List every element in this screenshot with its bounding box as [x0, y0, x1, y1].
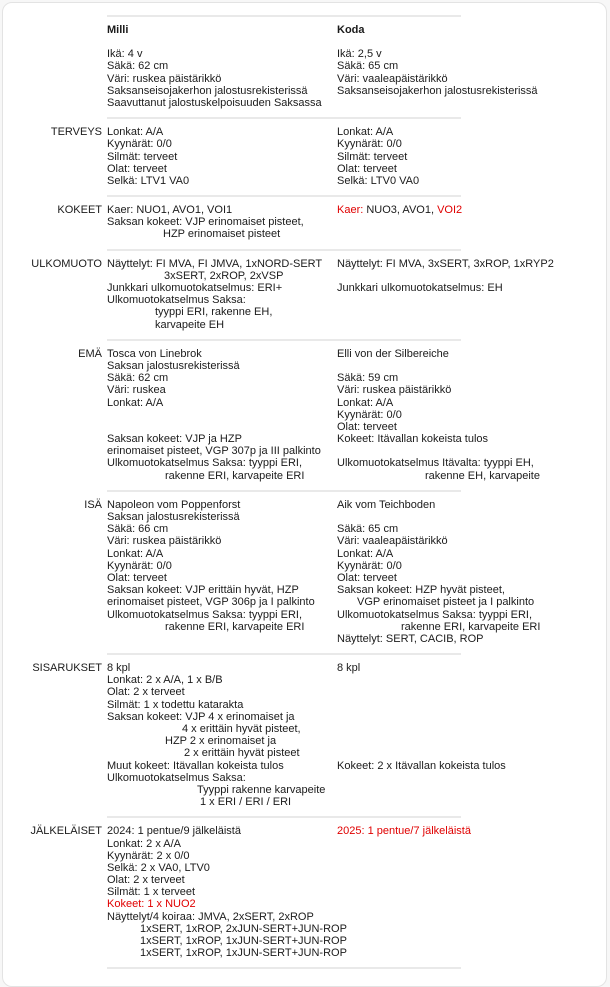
text-line: Ulkomuotokatselmus Itävalta: tyyppi EH, — [337, 457, 534, 470]
section-divider — [107, 195, 461, 197]
text-line: Selkä: LTV0 VA0 — [337, 174, 420, 187]
text-line: Kaer: NUO1, AVO1, VOI1 — [107, 204, 233, 217]
section-divider — [107, 339, 461, 341]
dog1-cell — [107, 48, 337, 109]
text-line: Kyynärät: 0/0 — [337, 408, 402, 421]
dog1-cell — [107, 126, 337, 187]
text-line: Saksan jalostusrekisterissä — [107, 511, 240, 523]
text-line: Silmät: terveet — [337, 150, 408, 163]
text-line — [107, 421, 337, 433]
text-line: Napoleon vom Poppenforst — [107, 498, 241, 511]
dog1-cell — [107, 348, 337, 482]
text-line: Lonkat: 2 x A/A — [107, 837, 181, 850]
text-line: Lonkat: A/A — [337, 396, 394, 409]
text-line: Saksan kokeet: VJP erittäin hyvät, HZP — [107, 584, 299, 597]
text-line: Ulkomuotokatselmus Saksa: — [107, 294, 246, 307]
section-label — [3, 48, 107, 60]
text-line — [337, 674, 606, 686]
text-line: Kyynärät: 2 x 0/0 — [107, 849, 190, 862]
text-line: Näyttelyt: FI MVA, FI JMVA, 1xNORD-SERT — [107, 257, 323, 270]
section-ulkomuoto — [3, 258, 606, 331]
section-terveys — [3, 126, 606, 187]
text-line — [337, 360, 606, 372]
dog2-cell — [337, 258, 606, 331]
text-line: Olat: terveet — [107, 162, 167, 175]
text-line: Tyyppi rakenne karvapeite — [197, 783, 326, 796]
dog2-cell — [337, 48, 606, 109]
text-line: Lonkat: 2 x A/A, 1 x B/B — [107, 674, 223, 687]
text-line: Ikä: 2,5 v — [337, 48, 382, 61]
text-line — [337, 204, 606, 216]
text-line: Kyynärät: 0/0 — [107, 559, 172, 572]
text-line: Olat: terveet — [337, 420, 397, 433]
text-line: 2024: 1 pentue/9 jälkeläistä — [107, 825, 241, 838]
dog2-name-header: Koda — [337, 24, 365, 36]
text-line: 4 x erittäin hyvät pisteet, — [182, 723, 301, 735]
text-line: Kyynärät: 0/0 — [337, 559, 402, 572]
text-line: Ulkomuotokatselmus Saksa: tyyppi ERI, — [107, 457, 303, 470]
text-line: 2025: 1 pentue/7 jälkeläistä — [337, 825, 471, 838]
text-line: Selkä: LTV1 VA0 — [107, 174, 190, 187]
text-line: Muut kokeet: Itävallan kokeista tulos — [107, 759, 284, 772]
text-line: Lonkat: A/A — [107, 396, 164, 409]
text-line — [337, 699, 606, 711]
text-line: Säkä: 62 cm — [107, 60, 169, 73]
text-line: Elli von der Silbereiche — [337, 347, 449, 360]
text-line: Saksan kokeet: HZP hyvät pisteet, — [337, 584, 505, 597]
text-line: Näyttelyt/4 koiraa: JMVA, 2xSERT, 2xROP — [107, 910, 314, 923]
text-line: Aik vom Teichboden — [337, 498, 436, 511]
section-label: ULKOMUOTO — [31, 257, 102, 270]
text-line — [337, 747, 606, 759]
section-divider — [107, 490, 461, 492]
section-jälkeläiset — [3, 825, 606, 959]
text-line: HZP erinomaiset pisteet — [163, 228, 281, 241]
bottom-divider — [107, 967, 461, 969]
section-kokeet — [3, 204, 606, 241]
section-label: ISÄ — [84, 498, 102, 511]
text-line: Näyttelyt: SERT, CACIB, ROP — [337, 632, 484, 645]
dog1-cell — [107, 662, 337, 808]
section-label: EMÄ — [78, 347, 102, 360]
text-line: Ulkomuotokatselmus Saksa: tyyppi ERI, — [107, 608, 303, 621]
text-line: Väri: ruskea päistärikkö — [107, 72, 222, 85]
text-segment: VOI2 — [437, 204, 463, 217]
comparison-card — [2, 2, 607, 987]
text-line: Junkkari ulkomuotokatselmus: ERI+ — [107, 282, 283, 294]
dog2-cell — [337, 348, 606, 482]
dog1-cell — [107, 499, 337, 645]
text-line: 2 x erittäin hyvät pisteet — [184, 747, 300, 760]
section-label: JÄLKELÄISET — [30, 825, 102, 838]
text-line: Lonkat: A/A — [337, 126, 394, 139]
section-divider — [107, 653, 461, 655]
text-line: Saksan kokeet: VJP 4 x erinomaiset ja — [107, 710, 295, 723]
text-line: Saksanseisojakerhon jalostusrekisterissä — [337, 84, 538, 97]
text-line — [107, 409, 337, 421]
dog1-cell — [107, 204, 337, 241]
dog1-cell — [107, 258, 337, 331]
text-line: rakenne ERI, karvapeite ERI — [401, 620, 541, 633]
text-line: Olat: 2 x terveet — [107, 874, 185, 887]
section-isä — [3, 499, 606, 645]
text-line: VGP erinomaiset pisteet ja I palkinto — [357, 596, 535, 609]
top-divider — [107, 15, 461, 17]
text-line: Saavuttanut jalostuskelpoisuuden Saksassa — [107, 96, 322, 109]
text-line: Ulkomuotokatselmus Saksa: — [107, 771, 246, 784]
text-line: 1xSERT, 1xROP, 1xJUN-SERT+JUN-ROP — [140, 947, 347, 960]
text-line: Kyynärät: 0/0 — [337, 138, 402, 151]
text-line: Säkä: 65 cm — [337, 60, 399, 73]
section-label: TERVEYS — [50, 126, 102, 139]
dog1-name-header: Milli — [107, 24, 129, 36]
text-line: Saksan kokeet: VJP erinomaiset pisteet, — [107, 216, 304, 229]
text-line: Junkkari ulkomuotokatselmus: EH — [337, 282, 503, 294]
text-line: Väri: ruskea päistärikkö — [337, 384, 452, 397]
text-line: HZP 2 x erinomaiset ja — [165, 735, 277, 748]
text-line: karvapeite EH — [155, 318, 225, 331]
text-line: Väri: ruskea — [107, 384, 166, 397]
section-emä — [3, 348, 606, 482]
text-line: Olat: 2 x terveet — [107, 686, 185, 699]
column-header-row — [3, 24, 606, 36]
dog2-cell — [337, 204, 606, 241]
text-line: Lonkat: A/A — [107, 547, 164, 560]
section-sisarukset — [3, 662, 606, 808]
text-line: Saksanseisojakerhon jalostusrekisterissä — [107, 84, 308, 97]
text-line: Silmät: terveet — [107, 150, 178, 163]
text-line: Olat: terveet — [337, 162, 397, 175]
text-line: Väri: vaaleapäistärikkö — [337, 535, 448, 548]
text-line: 8 kpl — [107, 662, 131, 675]
text-line: Ikä: 4 v — [107, 48, 143, 61]
section-label: KOKEET — [57, 204, 102, 217]
text-line: Silmät: 1 x todettu katarakta — [107, 698, 244, 711]
section-label: SISARUKSET — [32, 662, 102, 675]
text-line: Säkä: 65 cm — [337, 523, 399, 536]
text-line: Väri: vaaleapäistärikkö — [337, 72, 448, 85]
section-divider — [107, 249, 461, 251]
text-line — [337, 445, 606, 457]
text-line — [337, 723, 606, 735]
section-intro — [3, 48, 606, 109]
text-line: Säkä: 66 cm — [107, 523, 169, 536]
header-label-spacer — [3, 24, 107, 36]
text-line: 1xSERT, 1xROP, 2xJUN-SERT+JUN-ROP — [140, 922, 347, 935]
text-line: Silmät: 1 x terveet — [107, 886, 196, 899]
text-line: Kokeet: 2 x Itävallan kokeista tulos — [337, 759, 506, 772]
text-line: Saksan jalostusrekisterissä — [107, 359, 240, 372]
text-line: Lonkat: A/A — [337, 547, 394, 560]
section-divider — [107, 117, 461, 119]
text-line: 1xSERT, 1xROP, 1xJUN-SERT+JUN-ROP — [140, 935, 347, 947]
text-line — [337, 735, 606, 747]
text-line: Saksan kokeet: VJP ja HZP — [107, 433, 242, 446]
section-divider — [107, 816, 461, 818]
text-line: Kyynärät: 0/0 — [107, 138, 172, 151]
text-line: 3xSERT, 2xROP, 2xVSP — [164, 269, 284, 282]
text-line: tyyppi ERI, rakenne EH, — [155, 306, 273, 319]
text-line: Tosca von Linebrok — [107, 347, 202, 360]
text-line: Väri: ruskea päistärikkö — [107, 535, 222, 548]
text-line: rakenne ERI, karvapeite ERI — [165, 620, 305, 633]
dog1-cell — [107, 825, 347, 960]
text-line: Olat: terveet — [107, 571, 167, 584]
text-line: erinomaiset pisteet, VGP 306p ja I palkinto — [107, 596, 315, 609]
text-segment: NUO3, AVO1, — [366, 204, 438, 217]
text-line — [337, 270, 606, 282]
dog2-cell — [337, 126, 606, 187]
text-line: Selkä: 2 x VA0, LTV0 — [107, 861, 210, 874]
dog2-cell — [337, 662, 606, 808]
text-line: erinomaiset pisteet, VGP 307p ja III palkinto — [107, 445, 321, 458]
text-line: Näyttelyt: FI MVA, 3xSERT, 3xROP, 1xRYP2 — [337, 257, 554, 270]
text-segment: Kaer: — [337, 204, 367, 217]
text-line: rakenne ERI, karvapeite ERI — [165, 469, 305, 482]
text-line: Säkä: 59 cm — [337, 372, 399, 385]
text-line: Lonkat: A/A — [107, 126, 164, 139]
text-line: Ulkomuotokatselmus Saksa: tyyppi ERI, — [337, 608, 533, 621]
text-line: 1 x ERI / ERI / ERI — [200, 796, 292, 809]
text-line: Olat: terveet — [337, 571, 397, 584]
text-line: Kokeet: Itävallan kokeista tulos — [337, 433, 489, 446]
dog2-cell — [337, 499, 606, 645]
text-line — [337, 686, 606, 698]
sections-container — [3, 48, 606, 969]
text-line: Kokeet: 1 x NUO2 — [107, 898, 196, 911]
dog2-cell — [337, 825, 606, 959]
text-line: Säkä: 62 cm — [107, 372, 169, 385]
text-line — [337, 711, 606, 723]
text-line — [337, 511, 606, 523]
text-line: rakenne EH, karvapeite — [425, 469, 540, 482]
text-line: 8 kpl — [337, 662, 361, 675]
